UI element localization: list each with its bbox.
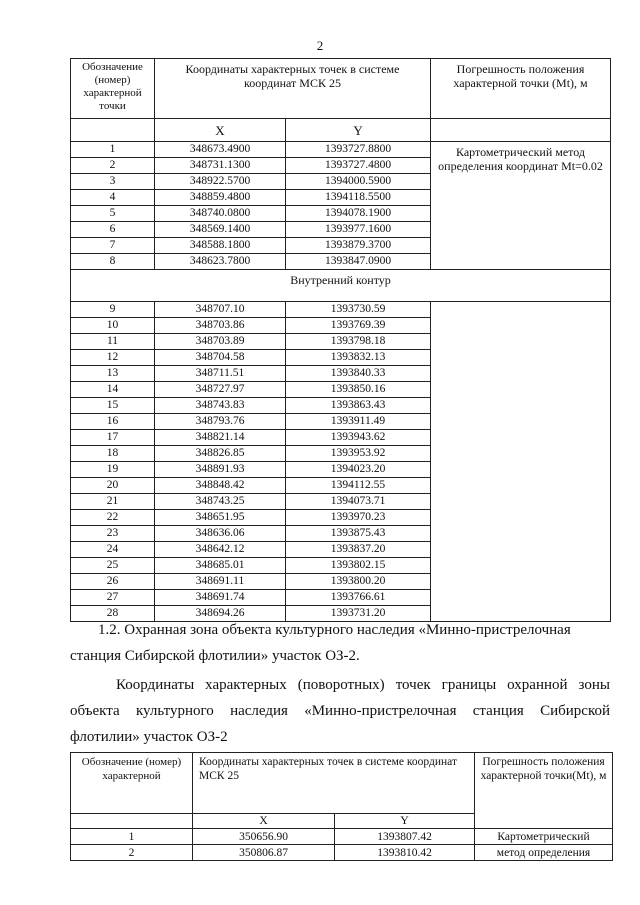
inner-error-cell [431,302,611,622]
cell-y: 1394000.5900 [286,174,431,190]
cell-n: 28 [71,606,155,622]
cell-x: 350656.90 [193,829,335,845]
header-y: Y [286,119,431,142]
cell-x: 348859.4800 [155,190,286,206]
coordinates-table-1 [70,58,611,622]
header-blank-cell [71,119,155,142]
cell-y: 1393953.92 [286,446,431,462]
cell-n: 26 [71,574,155,590]
cell-x: 348743.25 [155,494,286,510]
cell-n: 8 [71,254,155,270]
cell-n: 27 [71,590,155,606]
cell-n: 25 [71,558,155,574]
cell-y: 1393769.39 [286,318,431,334]
t2-header-coordinates: Координаты характерных точек в системе координат МСК 25 [193,753,475,814]
cell-n: 14 [71,382,155,398]
cell-y: 1393970.23 [286,510,431,526]
cell-x: 348673.4900 [155,142,286,158]
cell-y: 1393840.33 [286,366,431,382]
cell-n: 5 [71,206,155,222]
t2-header-blank [71,814,193,829]
cell-x: 348691.74 [155,590,286,606]
cell-y: 1393977.1600 [286,222,431,238]
cell-x: 348694.26 [155,606,286,622]
cell-n: 20 [71,478,155,494]
section-heading-line2: станция Сибирской флотилии» участок ОЗ-2. [70,648,360,664]
cell-n: 10 [71,318,155,334]
cell-y: 1393807.42 [335,829,475,845]
table-row [71,142,611,158]
cell-x: 348848.42 [155,478,286,494]
coordinates-intro-paragraph: Координаты характерных (поворотных) точек границы охранной зоны объекта культурного наследия «Минно-пристрелочная станция Сибирской флотилии» участок ОЗ-2 [70,677,610,745]
cell-y: 1394112.55 [286,478,431,494]
cell-x: 348588.1800 [155,238,286,254]
cell-x: 348642.12 [155,542,286,558]
cell-n: 18 [71,446,155,462]
cell-n: 9 [71,302,155,318]
inner-contour-row [71,270,611,302]
page-number: 2 [316,38,324,53]
cell-y: 1393810.42 [335,845,475,861]
table-row [71,829,613,845]
header-error: Погрешность положения характерной точки (Mt), м [431,59,611,119]
cell-n: 16 [71,414,155,430]
cell-y: 1393832.13 [286,350,431,366]
t2-header-error: Погрешность положения характерной точки(Mt), м [475,753,613,829]
cell-x: 350806.87 [193,845,335,861]
header-coordinates: Координаты характерных точек в системе координат МСК 25 [155,59,431,119]
cell-n: 4 [71,190,155,206]
method-cell: Картометрический метод определения координат Mt=0.02 [431,142,611,270]
cell-y: 1393802.15 [286,558,431,574]
cell-y: 1393798.18 [286,334,431,350]
cell-n: 12 [71,350,155,366]
t2-header-y: Y [335,814,475,829]
cell-y: 1393731.20 [286,606,431,622]
cell-y: 1393943.62 [286,430,431,446]
cell-n: 6 [71,222,155,238]
cell-x: 348704.58 [155,350,286,366]
cell-x: 348743.83 [155,398,286,414]
cell-x: 348569.1400 [155,222,286,238]
cell-x: 348636.06 [155,526,286,542]
cell-y: 1393847.0900 [286,254,431,270]
cell-err: метод определения [475,845,613,861]
cell-n: 11 [71,334,155,350]
coordinates-table-2 [70,752,613,861]
cell-x: 348731.1300 [155,158,286,174]
cell-x: 348691.11 [155,574,286,590]
cell-y: 1393727.8800 [286,142,431,158]
cell-y: 1393911.49 [286,414,431,430]
cell-x: 348821.14 [155,430,286,446]
section-heading-line1: 1.2. Охранная зона объекта культурного наследия «Минно-пристрелочная [98,622,571,638]
cell-n: 2 [71,158,155,174]
cell-n: 24 [71,542,155,558]
cell-n: 1 [71,829,193,845]
cell-y: 1393800.20 [286,574,431,590]
cell-n: 2 [71,845,193,861]
header-x: X [155,119,286,142]
cell-x: 348793.76 [155,414,286,430]
cell-x: 348703.86 [155,318,286,334]
cell-x: 348707.10 [155,302,286,318]
cell-y: 1394023.20 [286,462,431,478]
cell-n: 7 [71,238,155,254]
inner-contour-label: Внутренний контур [71,270,611,302]
cell-n: 21 [71,494,155,510]
cell-x: 348623.7800 [155,254,286,270]
cell-n: 15 [71,398,155,414]
cell-n: 17 [71,430,155,446]
cell-n: 22 [71,510,155,526]
table-row [71,845,613,861]
cell-x: 348685.01 [155,558,286,574]
cell-y: 1393837.20 [286,542,431,558]
cell-x: 348826.85 [155,446,286,462]
t2-header-x: X [193,814,335,829]
cell-y: 1394078.1900 [286,206,431,222]
cell-x: 348740.0800 [155,206,286,222]
cell-n: 3 [71,174,155,190]
cell-y: 1394118.5500 [286,190,431,206]
header-point-id: Обозначение (номер) характерной точки [71,59,155,119]
cell-y: 1393879.3700 [286,238,431,254]
cell-y: 1393850.16 [286,382,431,398]
cell-x: 348891.93 [155,462,286,478]
cell-err: Картометрический [475,829,613,845]
t2-header-point-id: Обозначение (номер) характерной [71,753,193,814]
cell-y: 1393730.59 [286,302,431,318]
cell-x: 348703.89 [155,334,286,350]
cell-y: 1393863.43 [286,398,431,414]
table-row [71,302,611,318]
cell-n: 23 [71,526,155,542]
cell-y: 1393727.4800 [286,158,431,174]
cell-y: 1393766.61 [286,590,431,606]
cell-x: 348651.95 [155,510,286,526]
cell-x: 348727.97 [155,382,286,398]
cell-y: 1393875.43 [286,526,431,542]
cell-n: 19 [71,462,155,478]
cell-n: 13 [71,366,155,382]
cell-x: 348711.51 [155,366,286,382]
cell-n: 1 [71,142,155,158]
cell-y: 1394073.71 [286,494,431,510]
cell-x: 348922.5700 [155,174,286,190]
header-error-blank [431,119,611,142]
